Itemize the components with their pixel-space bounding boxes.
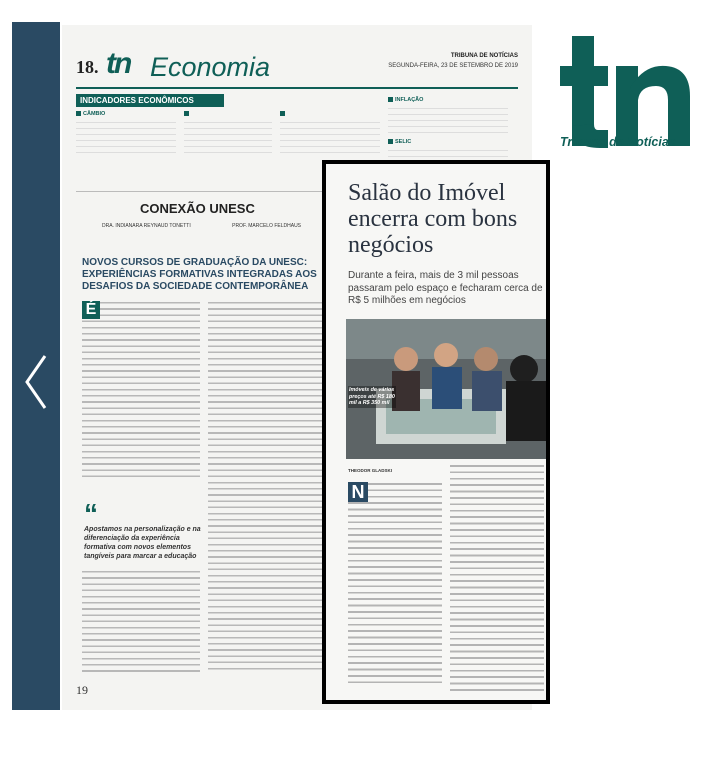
- article-body-column-2: [450, 464, 544, 694]
- bullet-icon: [184, 111, 189, 116]
- quote-mark-icon: “: [84, 498, 98, 529]
- brand-name: Tribuna de Notícias: [560, 135, 676, 149]
- indicator-block-exchange: CÂMBIO: [76, 111, 176, 155]
- tn-brand-mark: tn: [106, 47, 131, 80]
- article-column-2: [208, 301, 326, 673]
- article-headline: Salão do Imóvel encerra com bons negócios: [348, 180, 518, 258]
- indicator-block-stocks: [280, 111, 380, 155]
- indicator-block-inflation: INFLAÇÃO SELIC: [388, 97, 508, 159]
- navigation-strip: [12, 22, 60, 710]
- article-column-1: [82, 301, 200, 491]
- article-title: NOVOS CURSOS DE GRADUAÇÃO DA UNESC: EXPERIÊNCIAS FORMATIVAS INTEGRADAS AOS DESAFIOS DA SOCIEDADE CONTEMPORÂNEA: [82, 257, 317, 292]
- previous-page-button[interactable]: [12, 342, 60, 422]
- highlighted-article[interactable]: [322, 160, 550, 704]
- column-authors: [102, 223, 341, 229]
- column-title: CONEXÃO UNESC: [140, 201, 255, 216]
- page-number: 18.: [76, 57, 99, 77]
- indicators-title: INDICADORES ECONÔMICOS: [76, 94, 224, 107]
- chevron-left-icon: [21, 352, 51, 412]
- pull-quote: “ Apostamos na personalização e na diferenciação da experiência formativa com novos elementos tangíveis para marcar a educação: [84, 503, 208, 561]
- bullet-icon: [388, 97, 393, 102]
- page-header: [76, 47, 518, 85]
- article-column-1b: [82, 570, 200, 675]
- author-name: DRA. INDIANARA REYNAUD TONETTI: [102, 223, 191, 229]
- dropcap: É: [82, 301, 100, 319]
- paper-date: SEGUNDA-FEIRA, 23 DE SETEMBRO DE 2019: [388, 63, 518, 69]
- article-dropcap: N: [348, 482, 368, 502]
- bullet-icon: [280, 111, 285, 116]
- bullet-icon: [388, 139, 393, 144]
- article-subtitle: Durante a feira, mais de 3 mil pessoas passaram pelo espaço e fecharam cerca de R$ 5 milhões em negócios: [348, 270, 543, 306]
- photo-caption: Imóveis de vários preços até R$ 180 mil a R$ 350 mil: [349, 387, 395, 406]
- article-byline: THEODOR GLADSKI: [348, 468, 393, 473]
- author-name: PROF. MARCELO FELDHAUS: [232, 223, 302, 229]
- indicator-block-mid: [184, 111, 272, 155]
- bullet-icon: [76, 111, 81, 116]
- article-body-column-1: [348, 482, 442, 692]
- paper-brand-name: TRIBUNA DE NOTÍCIAS: [450, 53, 518, 59]
- section-title: Economia: [150, 52, 271, 82]
- header-rule: [76, 87, 518, 89]
- footer-page-number: 19: [76, 683, 88, 697]
